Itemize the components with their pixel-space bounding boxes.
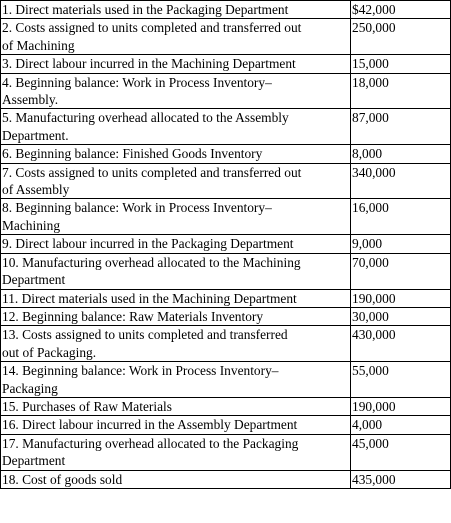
description-line: 7. Costs assigned to units completed and transferred out (2, 164, 302, 180)
item-amount: 8,000 (351, 145, 451, 163)
item-description (1, 362, 351, 398)
description-line: 3. Direct labour incurred in the Machining Department (2, 56, 296, 72)
description-line: 2. Costs assigned to units completed and transferred out (2, 20, 302, 36)
description-line: 16. Direct labour incurred in the Assembly Department (2, 417, 298, 433)
description-line: 10. Manufacturing overhead allocated to the Machining (2, 254, 301, 270)
table-row (1, 416, 451, 434)
item-description (1, 307, 351, 325)
description-line: Department (2, 272, 66, 288)
description-line: 1. Direct materials used in the Packaging Department (2, 2, 289, 17)
description-line: Machining (2, 217, 61, 233)
table-row (1, 73, 451, 109)
description-line: 18. Cost of goods sold (2, 471, 123, 487)
item-description (1, 19, 351, 55)
item-description (1, 289, 351, 307)
item-amount: 45,000 (351, 434, 451, 470)
item-description (1, 235, 351, 253)
item-description (1, 109, 351, 145)
item-description (1, 55, 351, 73)
table-row (1, 307, 451, 325)
item-description (1, 434, 351, 470)
item-amount: 250,000 (351, 19, 451, 55)
table-row (1, 253, 451, 289)
table-row (1, 145, 451, 163)
item-description (1, 253, 351, 289)
description-line: 12. Beginning balance: Raw Materials Inventory (2, 308, 264, 324)
description-line: of Assembly (2, 182, 70, 198)
item-description (1, 145, 351, 163)
item-amount: 4,000 (351, 416, 451, 434)
description-line: Department. (2, 127, 69, 143)
item-amount: 18,000 (351, 73, 451, 109)
description-line: 14. Beginning balance: Work in Process Inventory– (2, 363, 279, 379)
description-line: 11. Direct materials used in the Machining Department (2, 290, 297, 306)
item-amount: 15,000 (351, 55, 451, 73)
item-amount: 190,000 (351, 397, 451, 415)
description-line: 13. Costs assigned to units completed and transferred (2, 327, 288, 343)
table-row (1, 199, 451, 235)
description-line: 9. Direct labour incurred in the Packaging Department (2, 236, 294, 252)
item-amount: 340,000 (351, 163, 451, 199)
table-row (1, 55, 451, 73)
description-line: Assembly. (2, 92, 59, 108)
description-line: 5. Manufacturing overhead allocated to the Assembly (2, 110, 289, 126)
table-row (1, 362, 451, 398)
item-amount: 9,000 (351, 235, 451, 253)
table-row (1, 235, 451, 253)
item-amount: $42,000 (351, 1, 451, 19)
item-amount: 190,000 (351, 289, 451, 307)
table-row (1, 397, 451, 415)
table-row (1, 19, 451, 55)
table-row (1, 163, 451, 199)
description-line: 6. Beginning balance: Finished Goods Inventory (2, 146, 263, 162)
table-row (1, 109, 451, 145)
table-row (1, 434, 451, 470)
item-description (1, 326, 351, 362)
description-line: 17. Manufacturing overhead allocated to the Packaging (2, 435, 299, 451)
table-row (1, 289, 451, 307)
item-amount: 70,000 (351, 253, 451, 289)
item-description (1, 470, 351, 488)
item-amount: 30,000 (351, 307, 451, 325)
item-description (1, 1, 351, 19)
item-description (1, 163, 351, 199)
description-line: 15. Purchases of Raw Materials (2, 398, 172, 414)
table-row (1, 470, 451, 488)
item-amount: 16,000 (351, 199, 451, 235)
description-line: 4. Beginning balance: Work in Process Inventory– (2, 74, 272, 90)
item-description (1, 416, 351, 434)
item-amount: 87,000 (351, 109, 451, 145)
table-row (1, 1, 451, 19)
table-row (1, 326, 451, 362)
description-line: 8. Beginning balance: Work in Process Inventory– (2, 200, 272, 216)
item-description (1, 199, 351, 235)
description-line: of Machining (2, 37, 75, 53)
item-description (1, 397, 351, 415)
description-line: Department (2, 453, 66, 469)
item-amount: 55,000 (351, 362, 451, 398)
description-line: out of Packaging. (2, 344, 97, 360)
item-description (1, 73, 351, 109)
description-line: Packaging (2, 380, 58, 396)
item-amount: 430,000 (351, 326, 451, 362)
item-amount: 435,000 (351, 470, 451, 488)
